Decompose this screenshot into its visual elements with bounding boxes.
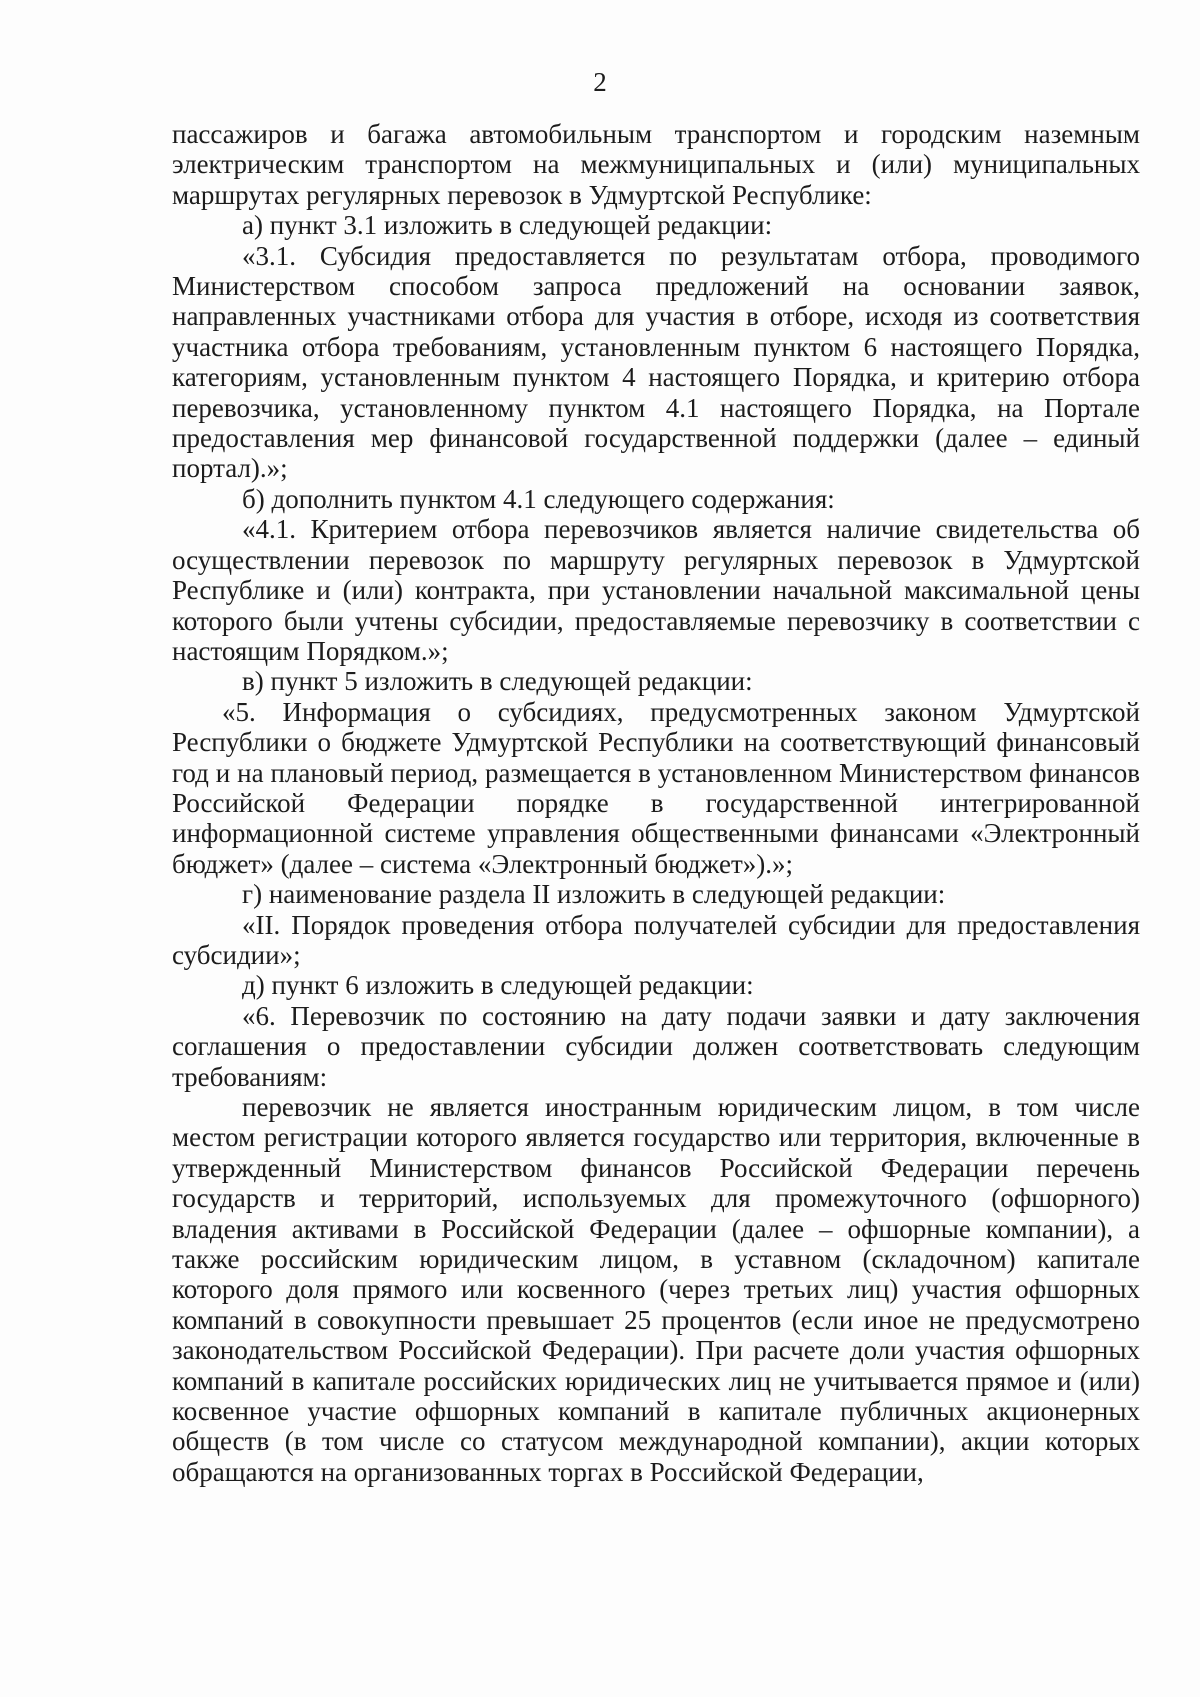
paragraph-section-ii-title: «II. Порядок проведения отбора получателей субсидии для предоставления субсидии»; — [172, 909, 1140, 970]
paragraph-item-d: д) пункт 6 изложить в следующей редакции: — [242, 970, 754, 1001]
paragraph-item-a: а) пункт 3.1 изложить в следующей редакции: — [242, 210, 773, 241]
paragraph-item-g: г) наименование раздела II изложить в следующей редакции: — [242, 879, 946, 910]
paragraph-clause-5: «5. Информация о субсидиях, предусмотренных законом Удмуртской Республики о бюджете Удмуртской Республики на соответствующий финансовый год и на плановый период, размещается в установленном Министерством финансов Российской Федерации порядке в государственной интегрированной информационной системе управления общественными финансами «Электронный бюджет» (далее – система «Электронный бюджет»).»; — [172, 696, 1140, 879]
paragraph-clause-4-1: «4.1. Критерием отбора перевозчиков является наличие свидетельства об осуществлении перевозок по маршруту регулярных перевозок в Удмуртской Республике и (или) контракта, при установлении начальной максимальной цены которого были учтены субсидии, предоставляемые перевозчику в соответствии с настоящим Порядком.»; — [172, 514, 1140, 666]
paragraph-requirement-offshore: перевозчик не является иностранным юридическим лицом, в том числе местом регистрации которого является государство или территория, включенные в утвержденный Министерством финансов Российской Федерации перечень государств и территорий, используемых для промежуточного (офшорного) владения активами в Российской Федерации (далее – офшорные компании), а также российским юридическим лицом, в уставном (складочном) капитале которого доля прямого или косвенного (через третьих лиц) участия офшорных компаний в совокупности превышает 25 процентов (если иное не предусмотрено законодательством Российской Федерации). При расчете доли участия офшорных компаний в капитале российских юридических лиц не учитывается прямое и (или) косвенное участие офшорных компаний в капитале публичных акционерных обществ (в том числе со статусом международной компании), акции которых обращаются на организованных торгах в Российской Федерации, — [172, 1092, 1140, 1487]
page-number: 2 — [593, 67, 607, 97]
paragraph-item-b: б) дополнить пунктом 4.1 следующего содержания: — [242, 483, 835, 514]
paragraph-intro-continuation: пассажиров и багажа автомобильным транспортом и городским наземным электрическим транспортом на межмуниципальных и (или) муниципальных маршрутах регулярных перевозок в Удмуртской Республике: — [172, 119, 1140, 210]
paragraph-item-v: в) пункт 5 изложить в следующей редакции: — [242, 666, 753, 697]
paragraph-clause-3-1: «3.1. Субсидия предоставляется по результатам отбора, проводимого Министерством способом запроса предложений на основании заявок, направленных участниками отбора для участия в отборе, исходя из соответствия участника отбора требованиям, установленным пунктом 6 настоящего Порядка, категориям, установленным пунктом 4 настоящего Порядка, и критерию отбора перевозчика, установленному пунктом 4.1 настоящего Порядка, на Портале предоставления мер финансовой государственной поддержки (далее – единый портал).»; — [172, 240, 1140, 484]
paragraph-clause-6: «6. Перевозчик по состоянию на дату подачи заявки и дату заключения соглашения о предоставлении субсидии должен соответствовать следующим требованиям: — [172, 1000, 1140, 1092]
document-body — [172, 119, 1140, 1487]
